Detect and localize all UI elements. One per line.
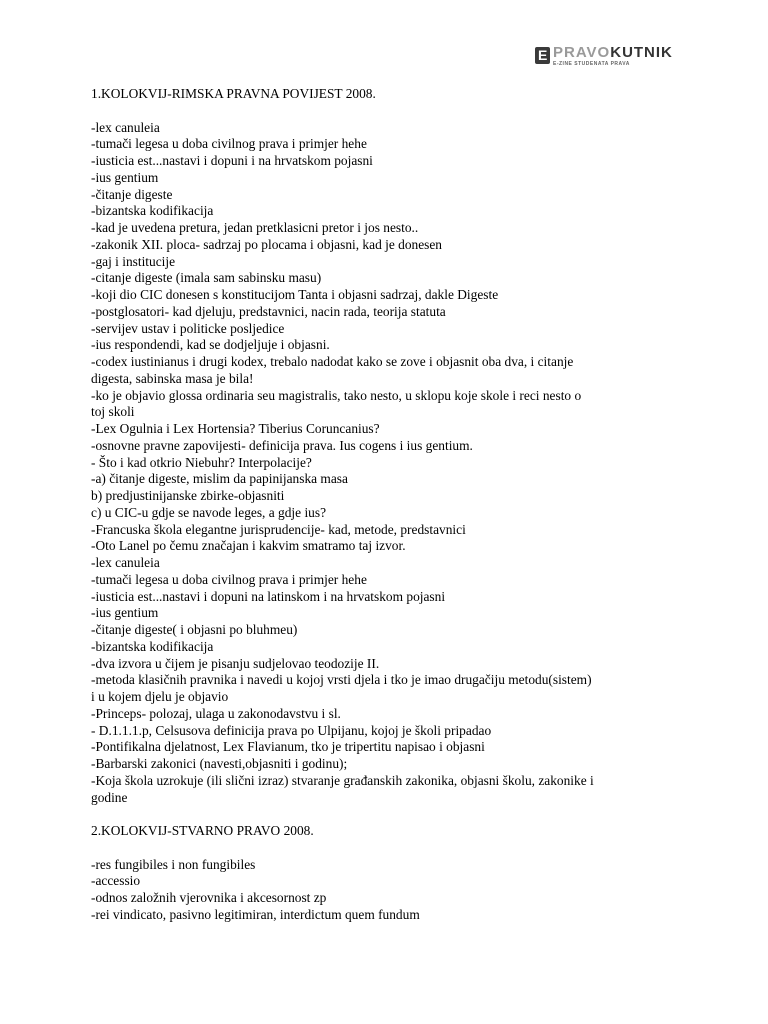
list-item: -ko je objavio glossa ordinaria seu magistralis, tako nesto, u sklopu koje skole i reci nesto o [91, 387, 582, 403]
document-body [91, 86, 691, 924]
list-item: -citanje digeste (imala sam sabinsku masu) [91, 270, 322, 286]
logo-tagline: E-ZINE STUDENATA PRAVA [553, 61, 630, 67]
list-item: -osnovne pravne zapovijesti- definicija prava. Ius cogens i ius gentium. [91, 437, 473, 453]
logo-name-part1: PRAVO [553, 44, 611, 61]
list-item: -Lex Ogulnia i Lex Hortensia? Tiberius Coruncanius? [91, 421, 380, 436]
list-item: -Oto Lanel po čemu značajan i kakvim smatramo taj izvor. [91, 538, 406, 554]
list-item: -tumači legesa u doba civilnog prava i primjer hehe [91, 571, 367, 587]
list-item: toj skoli [91, 404, 135, 420]
list-item: -ius respondendi, kad se dodjeljuje i objasni. [91, 337, 330, 353]
list-item: -lex canuleia [91, 555, 160, 570]
section2-list [91, 857, 691, 924]
list-item: -ius gentium [91, 605, 159, 621]
list-item: -kad je uvedena pretura, jedan pretklasicni pretor i jos nesto.. [91, 220, 419, 235]
section2-heading: 2.KOLOKVIJ-STVARNO PRAVO 2008. [91, 823, 314, 838]
list-item: -res fungibiles i non fungibiles [91, 856, 256, 872]
list-item: -dva izvora u čijem je pisanju sudjelovao teodozije II. [91, 655, 380, 671]
list-item: -bizantska kodifikacija [91, 203, 214, 219]
spacer [91, 840, 691, 857]
logo-name [553, 44, 673, 61]
list-item: -iusticia est...nastavi i dopuni i na hrvatskom pojasni [91, 153, 373, 168]
list-item: -iusticia est...nastavi i dopuni na latinskom i na hrvatskom pojasni [91, 588, 446, 604]
list-item: -Barbarski zakonici (navesti,objasniti i godinu); [91, 756, 348, 771]
list-item: -Koja škola uzrokuje (ili slični izraz) stvaranje građanskih zakonika, objasni školu, zakonike i [91, 772, 594, 788]
list-item: b) predjustinijanske zbirke-objasniti [91, 488, 285, 503]
list-item: -metoda klasičnih pravnika i navedi u kojoj vrsti djela i tko je imao drugačiju metodu(sistem) [91, 672, 592, 688]
list-item: -a) čitanje digeste, mislim da papinijanska masa [91, 471, 348, 487]
list-item: -lex canuleia [91, 119, 160, 135]
logo-name-part2: KUTNIK [610, 44, 673, 61]
list-item: godine [91, 789, 128, 805]
section1-heading: 1.KOLOKVIJ-RIMSKA PRAVNA POVIJEST 2008. [91, 86, 376, 101]
spacer [91, 103, 691, 120]
list-item: -servijev ustav i politicke posljedice [91, 320, 285, 336]
list-item: i u kojem djelu je objavio [91, 689, 229, 704]
list-item: -ius gentium [91, 169, 159, 185]
logo-mark-icon [535, 47, 550, 64]
list-item: -Princeps- polozaj, ulaga u zakonodavstvu i sl. [91, 705, 341, 721]
logo-mark-letter: E [538, 47, 548, 63]
list-item: -tumači legesa u doba civilnog prava i primjer hehe [91, 136, 367, 152]
list-item: - Što i kad otkrio Niebuhr? Interpolacije? [91, 454, 312, 470]
list-item: -gaj i institucije [91, 253, 176, 269]
pravokutnik-logo [535, 44, 675, 69]
list-item: -postglosatori- kad djeluju, predstavnici, nacin rada, teorija statuta [91, 303, 446, 319]
list-item: -Pontifikalna djelatnost, Lex Flavianum, tko je tripertitu napisao i objasni [91, 739, 485, 755]
list-item: -koji dio CIC donesen s konstitucijom Tanta i objasni sadrzaj, dakle Digeste [91, 287, 499, 302]
list-item: -Francuska škola elegantne jurisprudencije- kad, metode, predstavnici [91, 521, 466, 537]
list-item: digesta, sabinska masa je bila! [91, 370, 254, 386]
list-item: -čitanje digeste( i objasni po bluhmeu) [91, 622, 298, 637]
list-item: c) u CIC-u gdje se navode leges, a gdje ius? [91, 504, 327, 520]
list-item: -zakonik XII. ploca- sadrzaj po plocama i objasni, kad je donesen [91, 236, 443, 252]
list-item: -accessio [91, 873, 141, 889]
list-item: -bizantska kodifikacija [91, 638, 214, 654]
list-item: - D.1.1.1.p, Celsusova definicija prava po Ulpijanu, kojoj je školi pripadao [91, 722, 492, 738]
list-item: -rei vindicato, pasivno legitimiran, interdictum quem fundum [91, 906, 420, 922]
section1-list [91, 120, 691, 807]
list-item: -odnos založnih vjerovnika i akcesornost zp [91, 890, 327, 905]
list-item: -čitanje digeste [91, 186, 173, 202]
list-item: -codex iustinianus i drugi kodex, trebalo nadodat kako se zove i objasnit oba dva, i citanje [91, 354, 574, 369]
spacer [91, 806, 691, 823]
